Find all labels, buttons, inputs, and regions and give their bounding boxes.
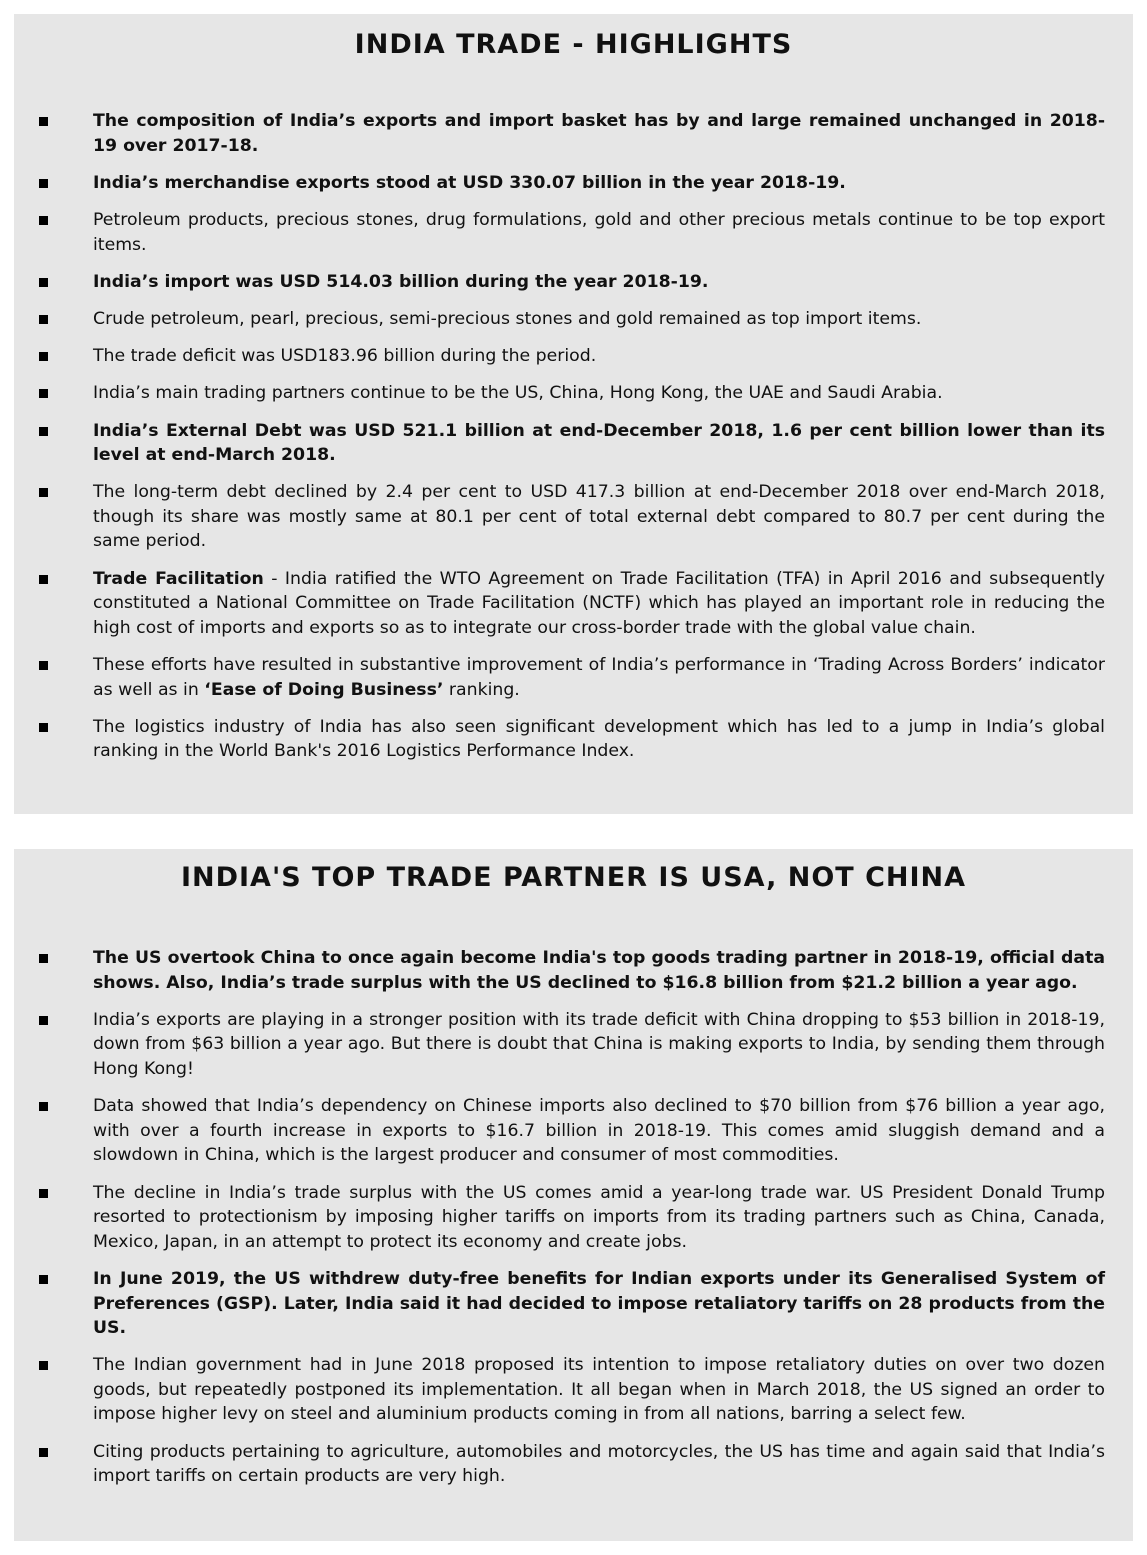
- list-item: [14, 1008, 1105, 1082]
- square-bullet-icon: [39, 661, 48, 670]
- list-item: [14, 946, 1105, 995]
- list-item-text: Crude petroleum, pearl, precious, semi-precious stones and gold remained as top import items.: [93, 308, 922, 329]
- list-item-text: The trade deficit was USD183.96 billion during the period.: [93, 346, 597, 367]
- square-bullet-icon: [39, 315, 48, 324]
- list-item: [14, 171, 1105, 196]
- list-item-text-end: ranking.: [443, 679, 520, 700]
- list-item: [14, 419, 1105, 468]
- top-trade-partner-list: [14, 946, 1133, 1489]
- top-trade-partner-title: INDIA'S TOP TRADE PARTNER IS USA, NOT CHINA: [180, 862, 967, 893]
- list-item-text: These efforts have resulted in substantive improvement of India’s performance in ‘Trading Across Borders’ indicator as well as in: [93, 655, 1105, 700]
- list-item: [14, 715, 1105, 764]
- list-item-text: Citing products pertaining to agriculture, automobiles and motorcycles, the US has time and again said that India’s import tariffs on certain products are very high.: [93, 1441, 1105, 1487]
- list-item: [14, 653, 1105, 702]
- list-item: [14, 1094, 1105, 1168]
- list-item: [14, 344, 1105, 369]
- square-bullet-icon: [39, 575, 48, 584]
- square-bullet-icon: [39, 1102, 48, 1111]
- square-bullet-icon: [39, 117, 48, 126]
- list-item: [14, 270, 1105, 295]
- square-bullet-icon: [39, 488, 48, 497]
- list-item-text: India’s merchandise exports stood at USD 330.07 billion in the year 2018-19.: [93, 172, 846, 193]
- list-item-text: The composition of India’s exports and import basket has by and large remained unchanged in 2018-19 over 2017-18.: [93, 111, 1105, 156]
- square-bullet-icon: [39, 179, 48, 188]
- list-item-text: The logistics industry of India has also seen significant development which has led to a jump in India’s global ranking in the World Bank's 2016 Logistics Performance Index.: [93, 716, 1105, 762]
- square-bullet-icon: [39, 1448, 48, 1457]
- list-item-text: Data showed that India’s dependency on Chinese imports also declined to $70 billion from $76 billion a year ago, with over a fourth increase in exports to $16.7 billion in 2018-19. This comes amid sluggish demand and a slowdown in China, which is the largest producer and consumer of most commodities.: [93, 1096, 1105, 1166]
- list-item-text: India’s main trading partners continue to be the US, China, Hong Kong, the UAE and Saudi Arabia.: [93, 383, 943, 404]
- list-item: [14, 480, 1105, 554]
- list-item: [14, 567, 1105, 641]
- square-bullet-icon: [39, 723, 48, 732]
- square-bullet-icon: [39, 1361, 48, 1370]
- list-item: [14, 307, 1105, 332]
- square-bullet-icon: [39, 1275, 48, 1284]
- square-bullet-icon: [39, 216, 48, 225]
- list-item-text: In June 2019, the US withdrew duty-free benefits for Indian exports under its Generalised System of Preferences (GSP). Later, India said it had decided to impose retaliatory tariffs on 28 products from the US.: [93, 1268, 1105, 1339]
- top-trade-partner-panel: [14, 849, 1133, 1541]
- list-item: [14, 1353, 1105, 1427]
- square-bullet-icon: [39, 954, 48, 963]
- list-item-lead: Trade Facilitation: [93, 568, 264, 589]
- list-item: [14, 1267, 1105, 1341]
- list-item-text: India’s exports are playing in a stronger position with its trade deficit with China dropping to $53 billion in 2018-19, down from $63 billion a year ago. But there is doubt that China is making exports to India, by sending them through Hong Kong!: [93, 1009, 1105, 1079]
- list-item: [14, 109, 1105, 158]
- list-item-text: The decline in India’s trade surplus with the US comes amid a year-long trade war. US President Donald Trump resorted to protectionism by imposing higher tariffs on imports from its trading partners such as China, Canada, Mexico, Japan, in an attempt to protect its economy and create jobs.: [93, 1182, 1105, 1252]
- square-bullet-icon: [39, 278, 48, 287]
- list-item: [14, 208, 1105, 257]
- list-item-text: - India ratified the WTO Agreement on Trade Facilitation (TFA) in April 2016 and subsequently constituted a National Committee on Trade Facilitation (NCTF) which has played an important role in reducing the high cost of imports and exports so as to integrate our cross-border trade with the global value chain.: [93, 568, 1105, 638]
- list-item-text: India’s External Debt was USD 521.1 billion at end-December 2018, 1.6 per cent billion lower than its level at end-March 2018.: [93, 420, 1105, 466]
- list-item-text: The US overtook China to once again become India's top goods trading partner in 2018-19, official data shows. Also, India’s trade surplus with the US declined to $16.8 billion from $21.2 billion a year ago.: [93, 948, 1105, 993]
- square-bullet-icon: [39, 427, 48, 436]
- square-bullet-icon: [39, 1016, 48, 1025]
- square-bullet-icon: [39, 352, 48, 361]
- highlights-panel: [14, 14, 1133, 814]
- list-item: [14, 1181, 1105, 1255]
- square-bullet-icon: [39, 1189, 48, 1198]
- list-item-text: India’s import was USD 514.03 billion during the year 2018-19.: [93, 271, 709, 292]
- square-bullet-icon: [39, 389, 48, 398]
- highlights-title: INDIA TRADE - HIGHLIGHTS: [354, 29, 793, 60]
- list-item: [14, 381, 1105, 406]
- list-item-text: The Indian government had in June 2018 proposed its intention to impose retaliatory duties on over two dozen goods, but repeatedly postponed its implementation. It all began when in March 2018, the US signed an order to impose higher levy on steel and aluminium products coming in from all nations, barring a select few.: [93, 1355, 1105, 1425]
- list-item: [14, 1440, 1105, 1489]
- list-item-text: The long-term debt declined by 2.4 per cent to USD 417.3 billion at end-December 2018 over end-March 2018, though its share was mostly same at 80.1 per cent of total external debt compared to 80.7 per cent during the same period.: [93, 482, 1105, 552]
- highlights-list: [14, 109, 1133, 764]
- list-item-emphasis: ‘Ease of Doing Business’: [204, 679, 444, 700]
- list-item-text: Petroleum products, precious stones, drug formulations, gold and other precious metals continue to be top export items.: [93, 209, 1105, 255]
